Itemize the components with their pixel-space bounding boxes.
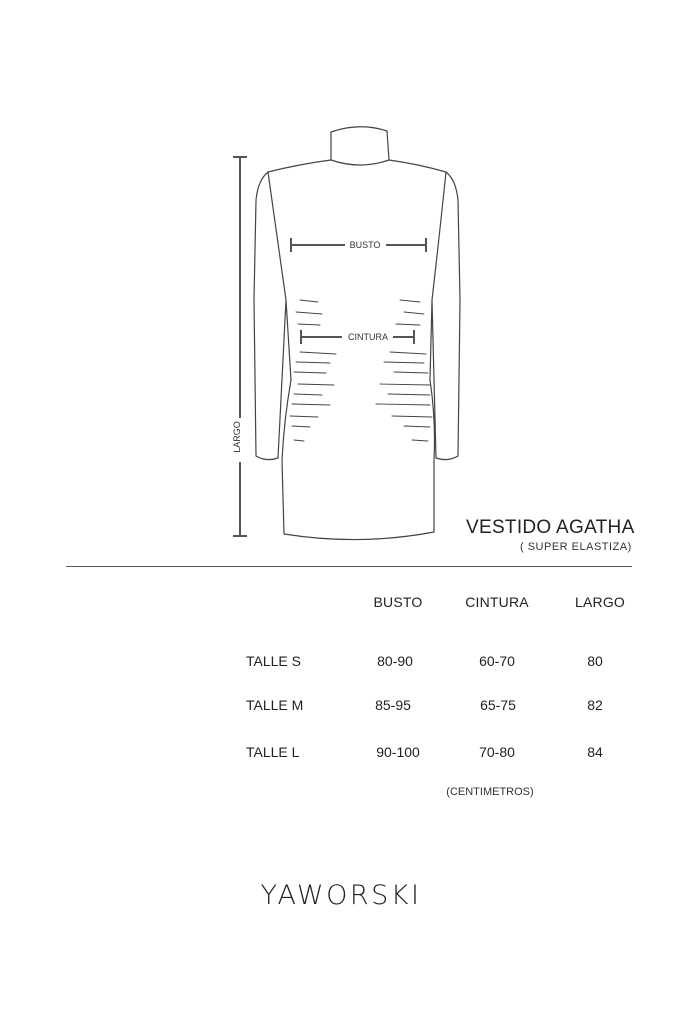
size-label: TALLE S xyxy=(246,653,301,669)
bust-label: BUSTO xyxy=(349,240,381,250)
largo-value: 84 xyxy=(587,744,603,760)
column-header-largo: LARGO xyxy=(574,594,625,610)
column-header-busto: BUSTO xyxy=(373,594,423,610)
divider xyxy=(66,566,632,567)
busto-value: 85-95 xyxy=(375,697,411,713)
product-title: VESTIDO AGATHA xyxy=(466,517,635,538)
brand-logo: YAWORSKI xyxy=(260,880,422,911)
largo-value: 80 xyxy=(587,653,603,669)
dress-outline xyxy=(254,160,460,540)
length-label: LARGO xyxy=(232,421,242,453)
size-label: TALLE L xyxy=(246,744,300,760)
length-measure xyxy=(233,157,247,536)
cintura-value: 65-75 xyxy=(480,697,516,713)
size-label: TALLE M xyxy=(246,697,304,713)
product-subtitle: ( SUPER ELASTIZA) xyxy=(520,541,632,553)
largo-value: 82 xyxy=(587,697,603,713)
dress-collar xyxy=(331,127,389,165)
cintura-value: 60-70 xyxy=(479,653,515,669)
busto-value: 90-100 xyxy=(376,744,420,760)
waist-label: CINTURA xyxy=(348,332,388,342)
unit-note: (CENTIMETROS) xyxy=(446,786,534,798)
column-header-cintura: CINTURA xyxy=(465,594,529,610)
cintura-value: 70-80 xyxy=(479,744,515,760)
busto-value: 80-90 xyxy=(377,653,413,669)
